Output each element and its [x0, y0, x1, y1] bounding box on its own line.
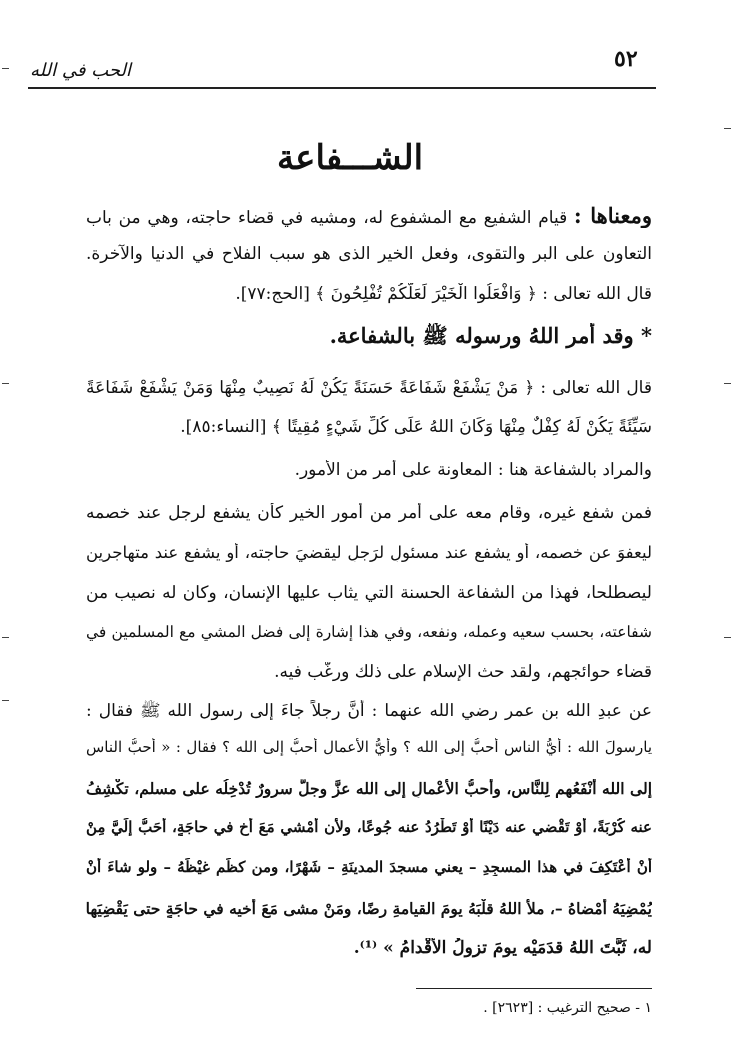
- definition-line: [86, 203, 652, 228]
- definition-lead: ومعناها :: [573, 203, 652, 228]
- running-header: الحب في الله: [30, 60, 131, 81]
- definition-line-2: التعاون على البر والتقوى، وفعل الخير الذى هو سبب الفلاح في الدنيا والآخرة.: [86, 244, 652, 264]
- definition-text: قيام الشفيع مع المشفوع له، ومشيه في قضاء حاجته، وهي من باب: [86, 208, 568, 228]
- hadith-line: أنْ أعْتَكِفَ في هذا المسجِدِ – يعني مسجدَ المدينَةِ – شَهْرًا، ومن كظَم غيْظَهُ – ولو شاءَ أنْ: [86, 858, 652, 876]
- margin-tick: [2, 700, 9, 701]
- hadith-line: يُمْضِيَهُ أمْضاهُ –، ملأ اللهُ قلْبَهُ يومَ القيامةِ رِضًا، ومَنْ مشى مَعَ أخيه في حاجَةٍ حتى يَقْضِيَها: [86, 899, 652, 918]
- page-number: ٥٢: [614, 46, 638, 72]
- margin-tick: [2, 637, 9, 638]
- paragraph-line: ليعفوَ عن خصمه، أو يشفع عند مسئولٍ لرَجلٍ ليقضيَ حاجته، أو يشفع عند متهاجرين: [86, 543, 652, 562]
- margin-tick: [2, 68, 9, 69]
- margin-tick: [724, 637, 731, 638]
- hadith-line: عن عبدِ الله بن عمر رضي الله عنهما : أنَّ رجلاً جاءَ إلى رسول الله ﷺ فقال :: [86, 701, 652, 721]
- hadith-line: عنه كُرْبَةً، أوْ تَقْضي عنه دَيْنًا أوْ تَطْرُدُ عنه جُوعًا، ولأن أمْشي مَعَ أخٍ في حاجَةٍ، أحَبُّ إلَيَّ مِنْ: [86, 818, 652, 836]
- footnote: ١ - صحيح الترغيب : [٢٦٢٣] .: [483, 1000, 652, 1016]
- paragraph-line: شفاعته، بحسب سعيه وعمله، ونفعه، وفي هذا إشارة إلى فضل المشي مع المسلمين في: [86, 623, 652, 641]
- paragraph-line: فمن شفع غيره، وقام معه على أمر من أمور الخير كأن يشفع لرجل عند خصمه: [86, 503, 652, 523]
- quran-verse-2-line-1: قال الله تعالى : ﴿ مَنْ يَشْفَعْ شَفَاعَةً حَسَنَةً يَكُنْ لَهُ نَصِيبٌ مِنْهَا وَمَنْ يَشْفَعْ شَفَاعَةً: [86, 378, 652, 398]
- meaning-line: والمراد بالشفاعة هنا : المعاونة على أمر من الأمور.: [294, 460, 652, 480]
- hadith-line: إلى الله أنْفَعُهم لِلنَّاسِ، وأحبُّ الأعْمالِ إلى الله عزَّ وجلَّ سرورٌ تُدْخِلُه على مسلم، تكْشِفُ: [86, 779, 652, 798]
- margin-tick: [724, 128, 731, 129]
- quran-verse-1: قال الله تعالى : ﴿ وَافْعَلُوا الْخَيْرَ لَعَلَّكُمْ تُفْلِحُونَ ﴾ [الحج:٧٧].: [235, 284, 652, 304]
- paragraph-line: قضاء حوائجهم، ولقد حث الإسلام على ذلك ورغَّب فيه.: [274, 662, 652, 682]
- subheading: * وقد أمر اللهُ ورسوله ﷺ بالشفاعة.: [329, 323, 652, 348]
- hadith-line: يارسولَ الله : أيُّ الناسِ أحبُّ إلى الله ؟ وأيُّ الأعمالِ أحبُّ إلى الله ؟ فقال : « أحبُّ الناسِ: [86, 738, 652, 756]
- paragraph-line: ليصطلحا، فهذا من الشفاعة الحسنة التي يثاب عليها الإنسان، وكان له نصيب من: [86, 583, 652, 603]
- hadith-line: له، ثَبَّتَ اللهُ قدَمَيْه يومَ تزولُ الأقْدامُ » ⁽¹⁾.: [353, 938, 652, 958]
- margin-tick: [2, 383, 9, 384]
- quran-verse-2-line-2: سَيِّئَةً يَكُنْ لَهُ كِفْلٌ مِنْهَا وَكَانَ اللهُ عَلَى كُلِّ شَيْءٍ مُقِيتًا ﴾ [النساء:٨٥].: [180, 417, 652, 437]
- margin-tick: [724, 383, 731, 384]
- header-rule: [28, 87, 656, 89]
- section-title: الشـــفاعة: [276, 138, 424, 178]
- footnote-rule: [416, 988, 652, 989]
